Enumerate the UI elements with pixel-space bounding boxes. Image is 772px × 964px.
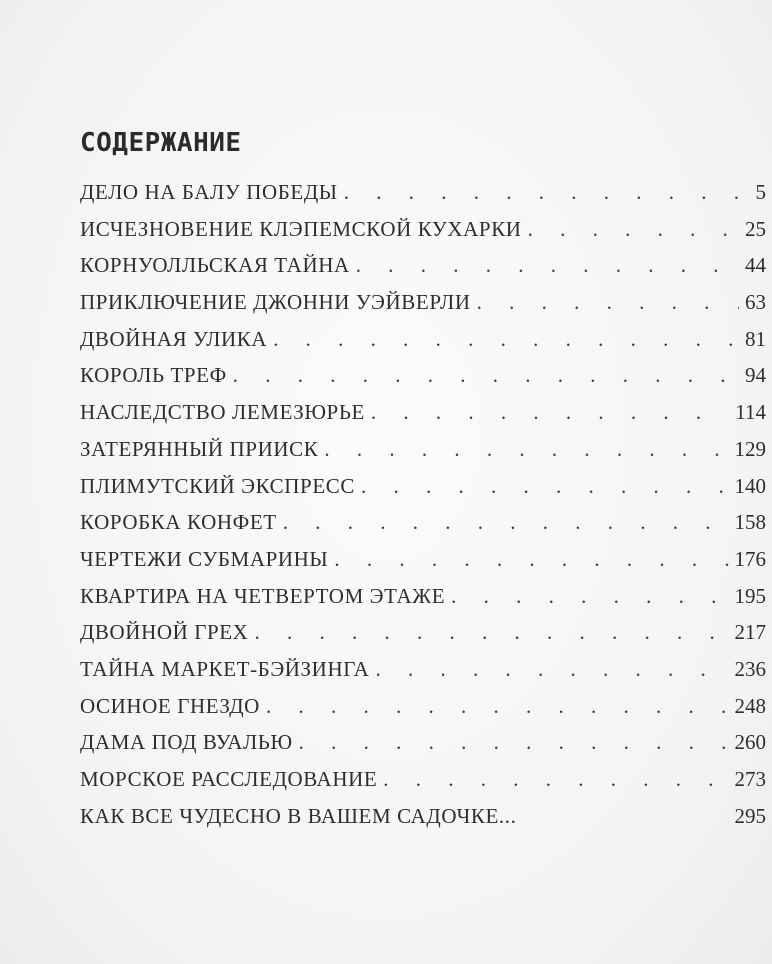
toc-entry <box>80 694 766 731</box>
toc-entry <box>80 217 766 254</box>
dot-leader <box>371 400 729 425</box>
toc-entry-title: ИСЧЕЗНОВЕНИЕ КЛЭПЕМСКОЙ КУХАРКИ <box>80 216 522 241</box>
toc-page-number: 81 <box>745 326 766 351</box>
dot-leader <box>283 510 729 535</box>
toc-entry <box>80 180 766 217</box>
toc-page-number: 25 <box>745 216 766 241</box>
toc-entry-title: ПЛИМУТСКИЙ ЭКСПРЕСС <box>80 473 355 498</box>
toc-page-number: 44 <box>745 253 766 278</box>
toc-page-number: 158 <box>734 510 766 535</box>
toc-entry <box>80 767 766 804</box>
toc-entry-title: ДЕЛО НА БАЛУ ПОБЕДЫ <box>80 180 338 204</box>
dot-leader <box>324 437 728 462</box>
toc-page-number: 260 <box>734 730 766 755</box>
toc-entry <box>80 547 766 584</box>
toc-entry <box>80 437 766 474</box>
dot-leader <box>273 327 739 352</box>
dot-leader <box>361 474 729 499</box>
toc-page-number: 5 <box>755 180 766 204</box>
toc-entry <box>80 400 766 437</box>
toc-page-number: 273 <box>734 767 766 791</box>
toc-entry-title: КОРОБКА КОНФЕТ <box>80 510 277 535</box>
toc-entry-title: КОРНУОЛЛЬСКАЯ ТАЙНА <box>80 253 350 278</box>
toc-entry-title: НАСЛЕДСТВО ЛЕМЕЗЮРЬЕ <box>80 400 365 425</box>
toc-entry-title: ОСИНОЕ ГНЕЗДО <box>80 693 260 718</box>
toc-entry <box>80 253 766 290</box>
toc-page-number: 140 <box>734 473 766 498</box>
toc-entry <box>80 363 766 400</box>
toc-entry-title: ДАМА ПОД ВУАЛЬЮ <box>80 730 293 755</box>
toc-entry <box>80 290 766 327</box>
toc-page-number: 217 <box>734 620 766 645</box>
toc-entry <box>80 584 766 621</box>
toc-entry-title: КОРОЛЬ ТРЕФ <box>80 363 227 388</box>
toc-entry <box>80 510 766 547</box>
dot-leader <box>299 730 729 755</box>
dot-leader <box>254 620 728 645</box>
toc-page-number: 248 <box>734 693 766 718</box>
dot-leader <box>233 363 739 388</box>
toc-entry <box>80 730 766 767</box>
toc-entry-title: ЗАТЕРЯННЫЙ ПРИИСК <box>80 436 319 461</box>
toc-page-number: 94 <box>745 363 766 388</box>
dot-leader <box>451 584 728 609</box>
table-of-contents <box>80 180 766 840</box>
dot-leader <box>356 253 739 278</box>
toc-entry-title: ЧЕРТЕЖИ СУБМАРИНЫ <box>80 546 329 571</box>
toc-page-number: 114 <box>735 400 766 425</box>
toc-entry <box>80 620 766 657</box>
toc-entry <box>80 327 766 364</box>
toc-entry <box>80 657 766 694</box>
toc-page-number: 63 <box>745 290 766 315</box>
toc-entry-title: МОРСКОЕ РАССЛЕДОВАНИЕ <box>80 767 378 791</box>
toc-entry-title: ДВОЙНАЯ УЛИКА <box>80 326 268 351</box>
toc-entry-title: КАК ВСЕ ЧУДЕСНО В ВАШЕМ САДОЧКЕ... <box>80 803 517 828</box>
dot-leader <box>383 767 728 792</box>
dot-leader <box>477 290 739 315</box>
dot-leader <box>334 547 728 572</box>
toc-page-number: 195 <box>734 583 766 608</box>
dot-leader <box>528 217 739 242</box>
dot-leader <box>375 657 728 682</box>
toc-page-number: 176 <box>734 546 766 571</box>
toc-entry-title: ТАЙНА МАРКЕТ-БЭЙЗИНГА <box>80 656 370 681</box>
toc-entry <box>80 804 766 841</box>
dot-leader <box>266 694 729 719</box>
dot-leader <box>344 180 746 205</box>
toc-page-number: 295 <box>734 803 766 828</box>
toc-entry <box>80 474 766 511</box>
page-title: СОДЕРЖАНИЕ <box>80 128 242 158</box>
toc-entry-title: ДВОЙНОЙ ГРЕХ <box>80 620 249 645</box>
toc-entry-title: КВАРТИРА НА ЧЕТВЕРТОМ ЭТАЖЕ <box>80 583 446 608</box>
toc-entry-title: ПРИКЛЮЧЕНИЕ ДЖОННИ УЭЙВЕРЛИ <box>80 290 471 315</box>
toc-page-number: 236 <box>734 656 766 681</box>
toc-page-number: 129 <box>734 436 766 461</box>
